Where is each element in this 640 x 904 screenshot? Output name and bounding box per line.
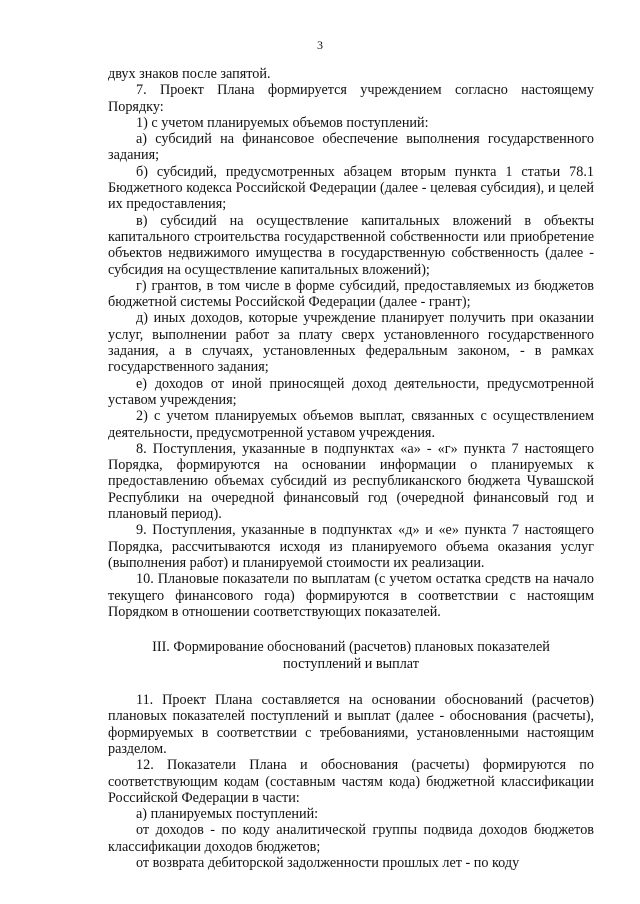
paragraph: г) грантов, в том числе в форме субсидий, предоставляемых из бюджетов бюджетной системы Российской Федерации (далее - грант); <box>108 277 594 311</box>
paragraph: б) субсидий, предусмотренных абзацем вторым пункта 1 статьи 78.1 Бюджетного кодекса Российской Федерации (далее - целевая субсидия), и целей их предоставления; <box>108 163 594 213</box>
page-number: 3 <box>317 38 323 52</box>
paragraph: 2) с учетом планируемых объемов выплат, связанных с осуществлением деятельности, предусмотренной уставом учреждения. <box>108 408 594 441</box>
paragraphs-after-heading <box>108 692 594 871</box>
paragraph: е) доходов от иной приносящей доход деятельности, предусмотренной уставом учреждения; <box>108 375 594 408</box>
paragraph: д) иных доходов, которые учреждение планирует получить при оказании услуг, выполнении работ за плату сверх установленного государственного задания, а в случаях, установленных федеральным законом, - в рамках государственного задания; <box>108 310 594 376</box>
paragraph: двух знаков после запятой. <box>108 66 271 82</box>
paragraph: 7. Проект Плана формируется учреждением согласно настоящему Порядку: <box>108 82 594 115</box>
section-heading: III. Формирование обоснований (расчетов) плановых показателей поступлений и выплат <box>152 639 550 672</box>
paragraphs-before-heading <box>108 66 594 620</box>
paragraph: 11. Проект Плана составляется на основании обоснований (расчетов) плановых показателей поступлений и выплат (далее - обоснования (расчеты), формируемых в соответствии с требованиями, установленными настоящим разделом. <box>108 692 594 757</box>
document-body <box>108 66 594 871</box>
paragraph: 12. Показатели Плана и обоснования (расчеты) формируются по соответствующим кодам (составным частям кода) бюджетной классификации Российской Федерации в части: <box>108 757 594 806</box>
paragraph: от возврата дебиторской задолженности прошлых лет - по коду <box>136 855 520 872</box>
paragraph: от доходов - по коду аналитической группы подвида доходов бюджетов классификации доходов бюджетов; <box>108 822 594 855</box>
paragraph: 9. Поступления, указанные в подпунктах «д» и «е» пункта 7 настоящего Порядка, рассчитываются исходя из планируемого объема оказания услуг (выполнения работ) и планируемой стоимости их реализации. <box>108 522 594 571</box>
paragraph: а) субсидий на финансовое обеспечение выполнения государственного задания; <box>108 131 594 164</box>
paragraph: а) планируемых поступлений: <box>136 806 319 823</box>
paragraph: в) субсидий на осуществление капитальных вложений в объекты капитального строительства государственной собственности или приобретение объектов недвижимого имущества в государственную собственность (далее - субсидия на осуществление капитальных вложений); <box>108 212 594 278</box>
paragraph: 10. Плановые показатели по выплатам (с учетом остатка средств на начало текущего финансового года) формируются в соответствии с настоящим Порядком в отношении соответствующих показателей. <box>108 571 594 620</box>
paragraph: 1) с учетом планируемых объемов поступлений: <box>136 114 429 131</box>
paragraph: 8. Поступления, указанные в подпунктах «а» - «г» пункта 7 настоящего Порядка, формируются на основании информации о планируемых к предоставлению объемах субсидий из республиканского бюджета Чувашской Республики на очередной финансовый год (очередной финансовый год и плановый период). <box>108 440 594 523</box>
